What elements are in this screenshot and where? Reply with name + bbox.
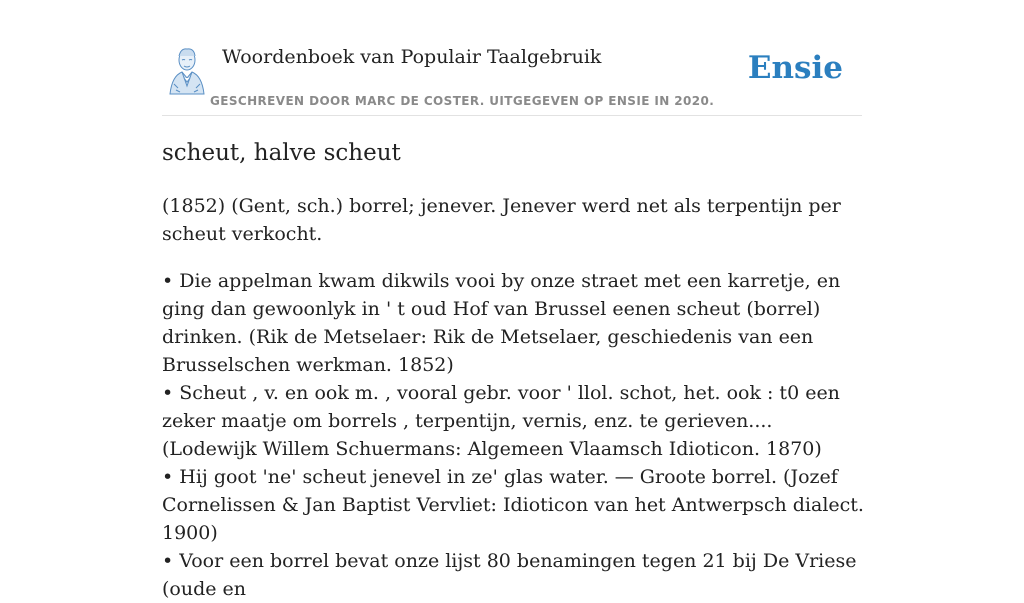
ensie-logo-link[interactable]: Ensie [747, 50, 843, 86]
quote-item: • Scheut , v. en ook m. , vooral gebr. voor ' llol. schot, het. ook : t0 een zeker maatje om borrels , terpentijn, vernis, enz. te gerieven.... (Lodewijk Willem Schuermans: Algemeen Vlaamsch Idioticon. 1870) [162, 382, 840, 460]
dictionary-header [162, 40, 862, 116]
entry-content [162, 192, 864, 603]
quote-item: • Hij goot 'ne' scheut jenevel in ze' glas water. — Groote borrel. (Jozef Cornelissen & Jan Baptist Vervliet: Idioticon van het Antwerpsch dialect. 1900) [162, 466, 864, 544]
quote-item: • Voor een borrel bevat onze lijst 80 benamingen tegen 21 bij De Vriese (oude en [162, 550, 857, 600]
entry-definition: (1852) (Gent, sch.) borrel; jenever. Jenever werd net als terpentijn per scheut verkocht. [162, 195, 841, 245]
book-title[interactable]: Woordenboek van Populair Taalgebruik [222, 46, 602, 68]
quote-item: • Die appelman kwam dikwils vooi by onze straet met een karretje, en ging dan gewoonlyk in ' t oud Hof van Brussel eenen scheut (borrel) drinken. (Rik de Metselaer: Rik de Metselaer, geschiedenis van een Brusselschen werkman. 1852) [162, 270, 841, 376]
quote-list [162, 267, 864, 603]
byline: GESCHREVEN DOOR MARC DE COSTER. UITGEGEVEN OP ENSIE IN 2020. [210, 94, 715, 108]
entry-title: scheut, halve scheut [162, 140, 401, 166]
header-divider [162, 115, 862, 116]
author-portrait-icon [164, 46, 210, 96]
